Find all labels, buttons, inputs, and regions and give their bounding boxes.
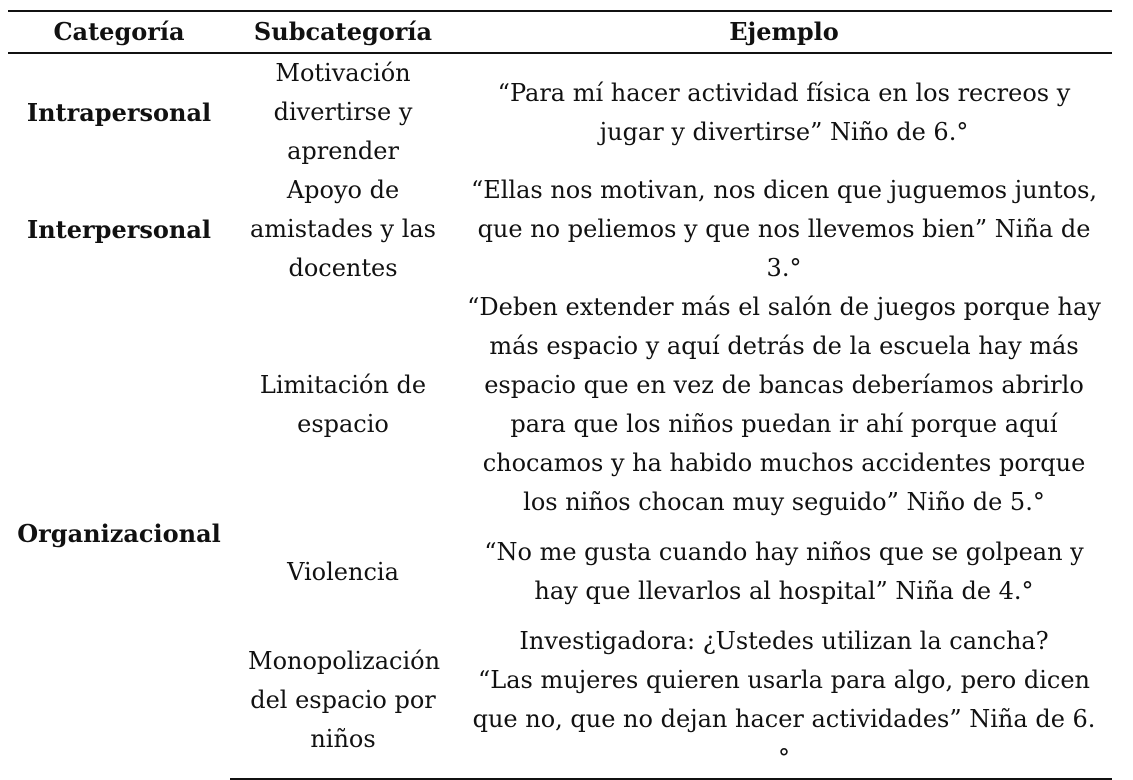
example-cell: “Deben extender más el salón de juegos porque hay más espacio y aquí detrás de la escuela hay más espacio que en vez de bancas deberíamos abrirlo para que los niños puedan ir ahí porque aquí chocamos y ha habido muchos accidentes porque los niños chocan muy seguido” Niño de 5.° [467, 293, 1101, 516]
example-intro: Investigadora: ¿Ustedes utilizan la cancha? [519, 627, 1049, 655]
table-header [8, 11, 1112, 53]
table-row [8, 53, 1112, 171]
subcategory-cell: Monopolización del espacio por niños [230, 622, 456, 779]
categories-table [8, 10, 1112, 780]
subcategory-cell: Apoyo de amistades y las docentes [249, 176, 436, 282]
example-quote: “Las mujeres quieren usarla para algo, pero dicen que no, que no dejan hacer actividades” Niña de 6.° [472, 666, 1096, 772]
table-body [8, 53, 1112, 779]
example-cell: “No me gusta cuando hay niños que se golpean y hay que llevarlos al hospital” Niña de 4.° [484, 538, 1084, 605]
example-cell: “Ellas nos motivan, nos dicen que juguemos juntos, que no peliemos y que nos llevemos bien” Niña de 3.° [470, 176, 1098, 282]
subcategory-cell: Motivación divertirse y aprender [273, 59, 413, 165]
subcategory-cell: Limitación de espacio [259, 371, 427, 438]
header-example: Ejemplo [456, 11, 1112, 53]
table-row [8, 288, 1112, 522]
subcategory-cell: Violencia [287, 557, 399, 586]
example-cell [456, 622, 1112, 779]
example-cell: “Para mí hacer actividad física en los recreos y jugar y divertirse” Niño de 6.° [497, 78, 1071, 146]
category-cell: Intrapersonal [26, 98, 212, 127]
category-cell: Organizacional [17, 519, 221, 548]
category-cell: Interpersonal [26, 215, 211, 244]
header-subcategory: Subcategoría [230, 11, 456, 53]
header-row [8, 11, 1112, 53]
table-row [8, 171, 1112, 288]
header-category: Categoría [8, 11, 230, 53]
